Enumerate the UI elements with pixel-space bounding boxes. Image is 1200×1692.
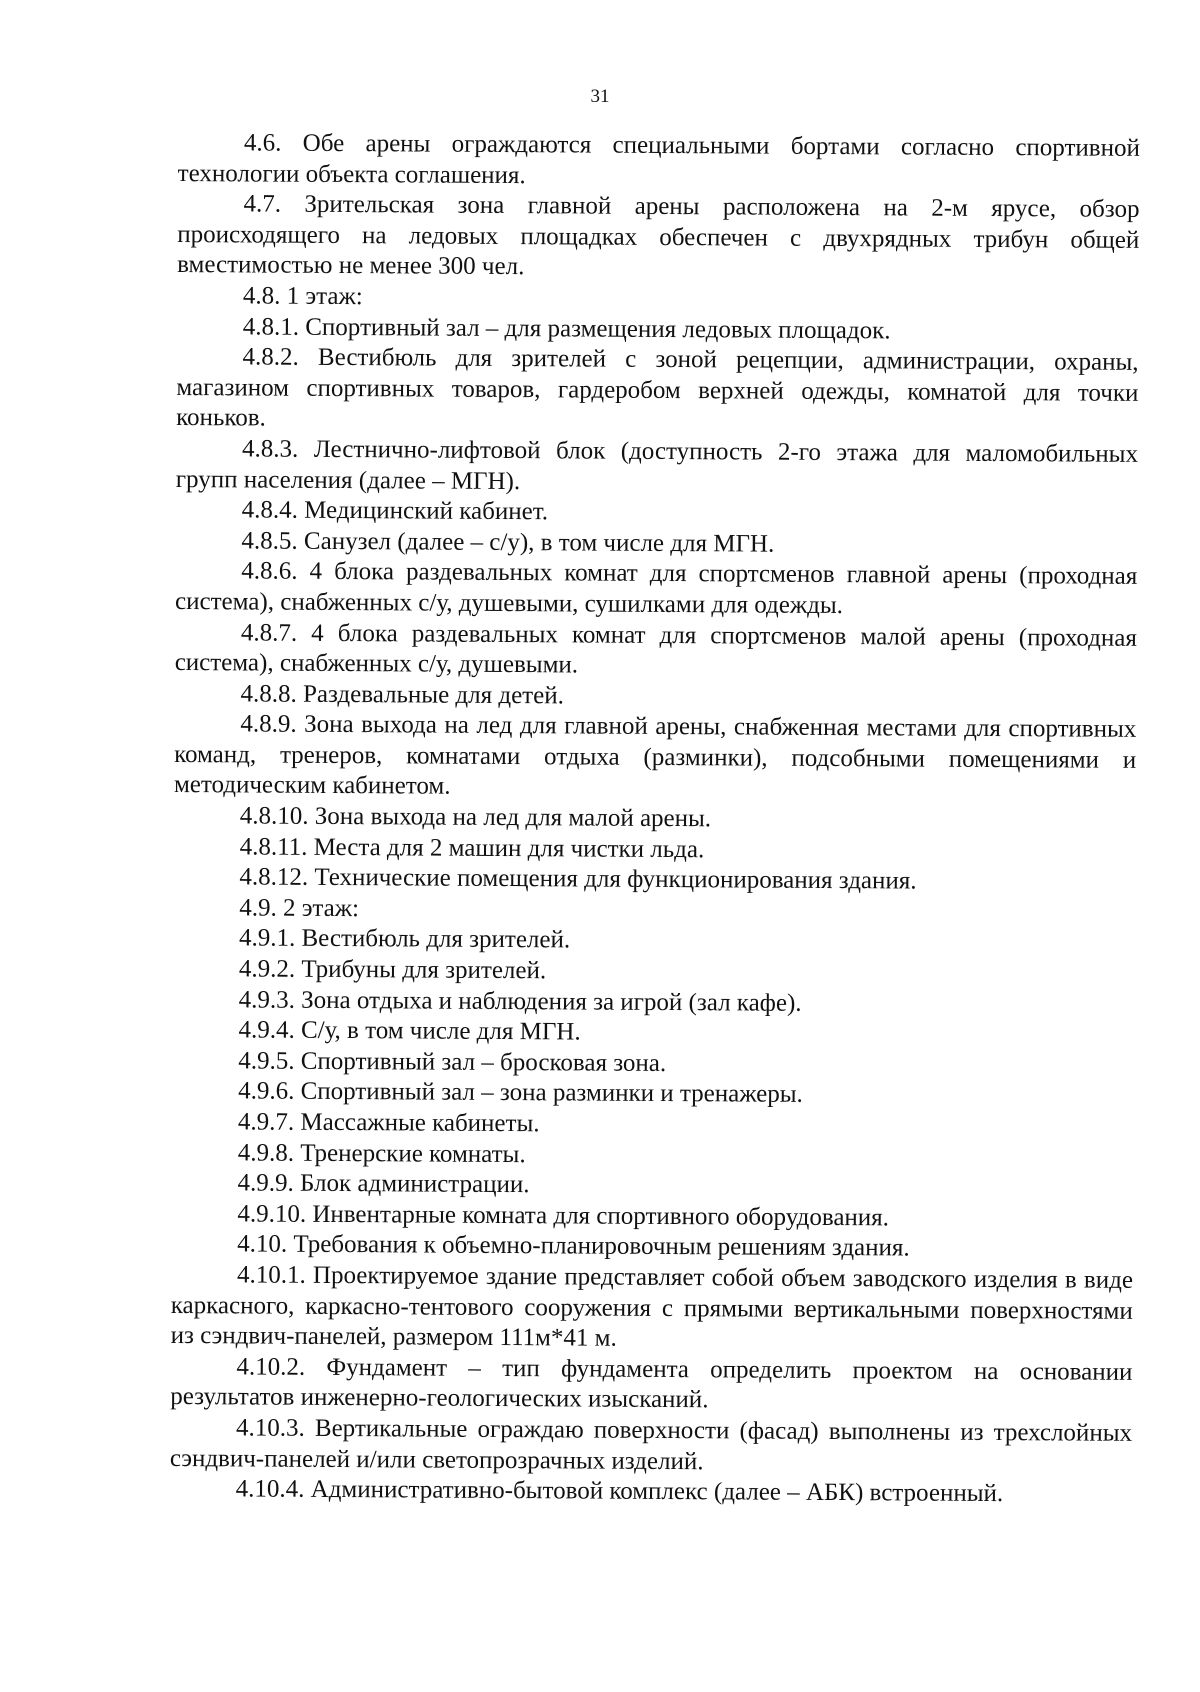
paragraph-4-8-1: 4.8.1. Спортивный зал – для размещения ледовых площадок.: [242, 312, 891, 344]
paragraph-4-10-3: 4.10.3. Вертикальные ограждаю поверхности (фасад) выполнены из трехслойных сэндвич-панелей и/или светопрозрачных изделий.: [169, 1414, 1133, 1475]
paragraph-4-9: 4.9. 2 этаж:: [239, 894, 360, 922]
paragraph-4-9-2: 4.9.2. Трибуны для зрителей.: [238, 955, 547, 985]
paragraph-4-10-2: 4.10.2. Фундамент – тип фундамента определить проектом на основании результатов инженерно-геологических изысканий.: [170, 1353, 1133, 1414]
document-body: [170, 128, 1140, 1511]
paragraph-4-9-10: 4.9.10. Инвентарные комната для спортивного оборудования.: [237, 1200, 890, 1232]
paragraph-4-9-5: 4.9.5. Спортивный зал – бросковая зона.: [238, 1047, 667, 1077]
paragraph-4-8-6: 4.8.6. 4 блока раздевальных комнат для спортсменов главной арены (проходная система), снабженных с/у, душевыми, сушилками для одежды.: [175, 557, 1138, 619]
paragraph-4-6: 4.6. Обе арены ограждаются специальными бортами согласно спортивной технологии объекта соглашения.: [177, 129, 1140, 189]
page-number: 31: [590, 86, 610, 107]
paragraph-4-8-9: 4.8.9. Зона выхода на лед для главной арены, снабженная местами для спортивных команд, тренеров, комнатами отдыха (разминки), подсобными помещениями и методическим кабинетом.: [173, 710, 1137, 801]
paragraph-4-10: 4.10. Требования к объемно-планировочным решениям здания.: [237, 1230, 910, 1262]
paragraph-4-8-8: 4.8.8. Раздевальные для детей.: [240, 680, 564, 710]
paragraph-4-8-10: 4.8.10. Зона выхода на лед для малой арены.: [239, 802, 712, 833]
paragraph-4-7: 4.7. Зрительская зона главной арены расположена на 2-м ярусе, обзор происходящего на ледовых площадках обеспечен с двухрядных трибун общей вместимостью не менее 300 чел.: [177, 190, 1140, 281]
paragraph-4-8-4: 4.8.4. Медицинский кабинет.: [241, 496, 549, 526]
paragraph-4-8: 4.8. 1 этаж:: [242, 282, 363, 311]
paragraph-4-8-12: 4.8.12. Технические помещения для функционирования здания.: [239, 863, 917, 895]
paragraph-4-10-4: 4.10.4. Административно-бытовой комплекс (далее – АБК) встроенный.: [235, 1475, 1004, 1508]
paragraph-4-9-1: 4.9.1. Вестибюль для зрителей.: [238, 924, 571, 954]
paragraph-4-8-5: 4.8.5. Санузел (далее – с/у), в том числе для МГН.: [241, 527, 775, 558]
paragraph-4-9-8: 4.9.8. Тренерские комнаты.: [237, 1138, 526, 1168]
paragraph-4-9-9: 4.9.9. Блок администрации.: [237, 1169, 530, 1199]
paragraph-4-9-4: 4.9.4. С/у, в том числе для МГН.: [238, 1016, 581, 1046]
paragraph-4-8-11: 4.8.11. Места для 2 машин для чистки льда.: [239, 833, 705, 863]
paragraph-4-10-1: 4.10.1. Проектируемое здание представляет собой объем заводского изделия в виде каркасного, каркасно-тентового сооружения с прямыми вертикальными поверхностями из сэндвич-панелей, размером 111м*41 м.: [170, 1261, 1134, 1352]
paragraph-4-9-3: 4.9.3. Зона отдыха и наблюдения за игрой (зал кафе).: [238, 986, 802, 1017]
paragraph-4-8-3: 4.8.3. Лестнично-лифтовой блок (доступность 2-го этажа для маломобильных групп населения (далее – МГН).: [175, 435, 1139, 495]
paragraph-4-9-6: 4.9.6. Спортивный зал – зона разминки и тренажеры.: [238, 1077, 803, 1109]
paragraph-4-9-7: 4.9.7. Массажные кабинеты.: [237, 1108, 540, 1138]
paragraph-4-8-7: 4.8.7. 4 блока раздевальных комнат для спортсменов малой арены (проходная система), снабженных с/у, душевыми.: [174, 618, 1137, 679]
paragraph-4-8-2: 4.8.2. Вестибюль для зрителей с зоной рецепции, администрации, охраны, магазином спортивных товаров, гардеробом верхней одежды, комнатой для точки коньков.: [176, 343, 1139, 432]
